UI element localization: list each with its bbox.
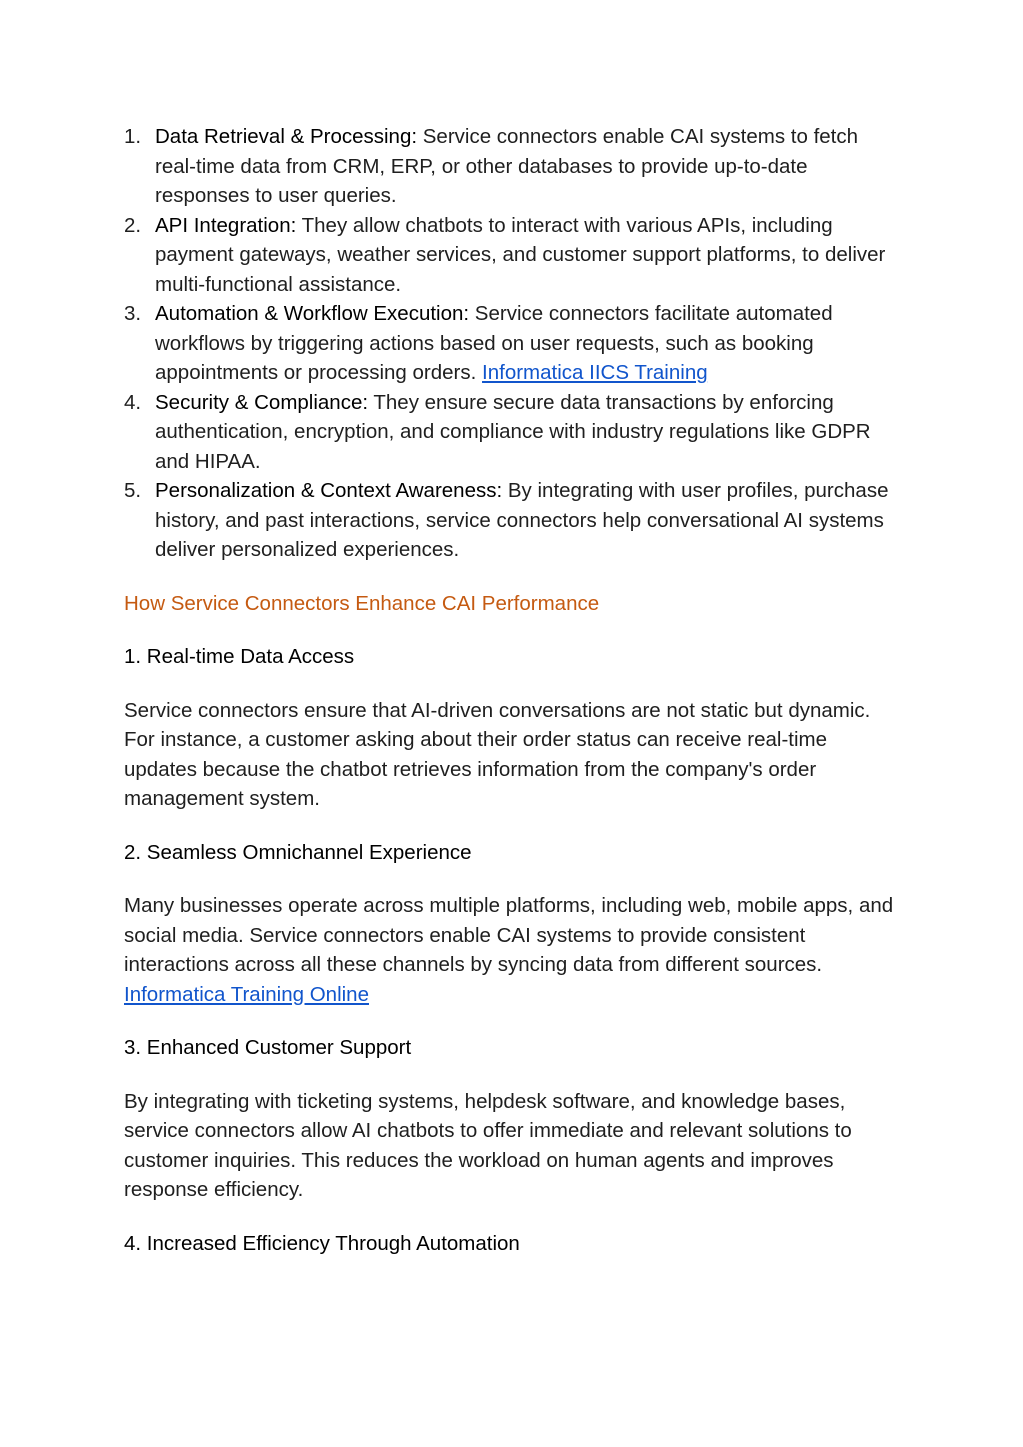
subsection-heading-omnichannel: 2. Seamless Omnichannel Experience [124, 840, 472, 864]
subsection-body-support: By integrating with ticketing systems, helpdesk software, and knowledge bases, service connectors allow AI chatbots to offer immediate and relevant solutions to customer inquiries. This reduces the workload on human agents and improves response efficiency. [124, 1089, 852, 1201]
list-number: 4. [124, 390, 142, 414]
list-term: Automation & Workflow Execution: [155, 302, 470, 325]
section-heading: How Service Connectors Enhance CAI Performance [124, 591, 600, 615]
list-item [124, 122, 899, 211]
subsection-heading-realtime: 1. Real-time Data Access [124, 645, 355, 668]
subsection-body-realtime: Service connectors ensure that AI-driven conversations are not static but dynamic. For instance, a customer asking about their order status can receive real-time updates because the chatbot retrieves information from the company's order management system. [124, 698, 871, 810]
list-number: 5. [124, 479, 142, 502]
list-term: Personalization & Context Awareness: [155, 479, 503, 502]
list-number: 3. [124, 302, 142, 325]
list-number: 2. [124, 213, 142, 237]
list-text: They ensure secure data transactions by enforcing authentication, encryption, and compliance with industry regulations like GDPR and HIPAA. [155, 390, 871, 473]
subsection-heading-support: 3. Enhanced Customer Support [124, 1036, 412, 1059]
document-content [124, 122, 899, 1258]
informatica-iics-training-link[interactable]: Informatica IICS Training [482, 361, 708, 384]
list-item [124, 388, 899, 477]
list-item [124, 211, 899, 300]
list-text: By integrating with user profiles, purchase history, and past interactions, service connectors help conversational AI systems deliver personalized experiences. [155, 479, 889, 561]
list-term: Security & Compliance: [155, 390, 369, 414]
list-item [124, 476, 899, 565]
list-text: Service connectors enable CAI systems to fetch real-time data from CRM, ERP, or other databases to provide up-to-date responses to user queries. [155, 125, 859, 207]
list-item [124, 299, 899, 388]
subsection-heading-automation: 4. Increased Efficiency Through Automation [124, 1231, 520, 1255]
informatica-training-online-link[interactable]: Informatica Training Online [124, 982, 369, 1006]
subsection-body-omnichannel [124, 891, 899, 1009]
list-number: 1. [124, 125, 142, 148]
list-text: They allow chatbots to interact with various APIs, including payment gateways, weather services, and customer support platforms, to deliver multi-functional assistance. [155, 213, 886, 296]
subsection-body-text: Many businesses operate across multiple platforms, including web, mobile apps, and social media. Service connectors enable CAI systems to provide consistent interactions across all these channels by syncing data from different sources. [124, 894, 894, 976]
list-term: API Integration: [155, 213, 297, 237]
service-connector-list [124, 122, 899, 565]
list-text: Service connectors facilitate automated workflows by triggering actions based on user requests, such as booking appointments or processing orders. [155, 302, 833, 384]
list-term: Data Retrieval & Processing: [155, 125, 418, 148]
